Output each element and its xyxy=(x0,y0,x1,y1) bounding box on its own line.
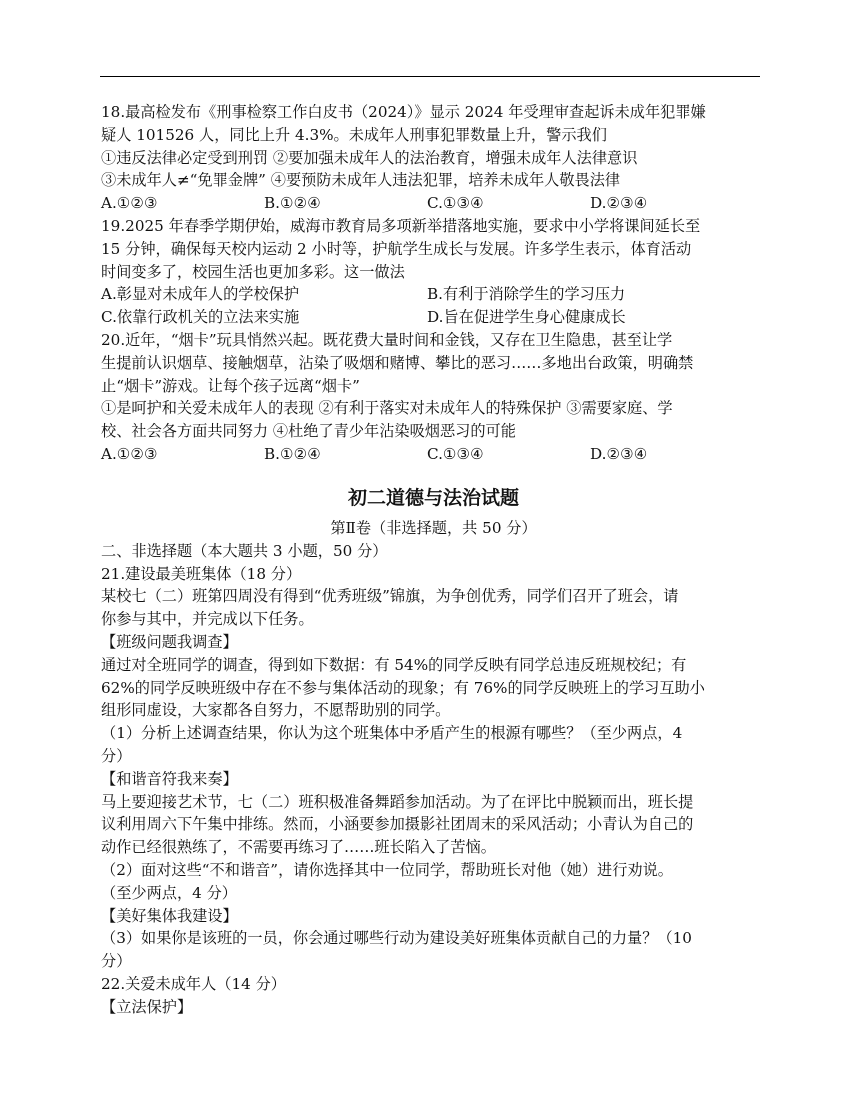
question-text-line: 止“烟卡”游戏。让每个孩子远离“烟卡” xyxy=(101,376,360,395)
option-a: A.①②③ xyxy=(101,444,158,463)
task-line: （1）分析上述调查结果，你认为这个班集体中矛盾产生的根源有哪些？（至少两点，4 xyxy=(101,724,683,743)
subsection-heading: 【美好集体我建设】 xyxy=(101,906,238,925)
subsection-heading: 【和谐音符我来奏】 xyxy=(101,769,238,788)
question-heading: 22.关爱未成年人（14 分） xyxy=(101,974,286,993)
section-subtitle: 第Ⅱ卷（非选择题，共 50 分） xyxy=(330,518,537,537)
answer-options xyxy=(101,306,766,329)
part-heading: 二、非选择题（本大题共 3 小题，50 分） xyxy=(101,541,388,560)
paragraph-line: 马上要迎接艺术节，七（二）班积极准备舞蹈参加活动。为了在评比中脱颖而出，班长提 xyxy=(101,792,694,811)
question-text-line: 18.最高检发布《刑事检察工作白皮书（2024）》显示 2024 年受理审查起诉未成年犯罪嫌 xyxy=(101,103,706,121)
task-line: （至少两点，4 分） xyxy=(101,883,237,902)
task-line: （3）如果你是该班的一员，你会通过哪些行动为建设美好班集体贡献自己的力量？（10 xyxy=(101,929,692,948)
question-text-line: 20.近年，“烟卡”玩具悄然兴起。既花费大量时间和金钱，又存在卫生隐患，甚至让学 xyxy=(101,330,673,349)
question-text-line: 时间变多了，校园生活也更加多彩。这一做法 xyxy=(101,262,405,281)
answer-options xyxy=(101,192,766,215)
option-d: D.②③④ xyxy=(590,444,648,463)
subsection-heading: 【立法保护】 xyxy=(101,997,193,1016)
question-20 xyxy=(101,329,766,466)
question-heading: 21.建设最美班集体（18 分） xyxy=(101,564,302,583)
option-a: A.①②③ xyxy=(101,194,158,213)
option-a: A.彰显对未成年人的学校保护 xyxy=(101,285,300,304)
exam-content xyxy=(101,101,766,1018)
paragraph-line: 动作已经很熟练了，不需要再练习了……班长陷入了苦恼。 xyxy=(101,838,496,857)
question-text-line: 15 分钟，确保每天校内运动 2 小时等，护航学生成长与发展。许多学生表示，体育活动 xyxy=(101,239,692,258)
answer-options xyxy=(101,443,766,466)
task-line: （2）面对这些“不和谐音”，请你选择其中一位同学，帮助班长对他（她）进行劝说。 xyxy=(101,860,673,879)
paragraph-line: 某校七（二）班第四周没有得到“优秀班级”锦旗，为争创优秀，同学们召开了班会，请 xyxy=(101,587,679,606)
option-d: D.②③④ xyxy=(590,194,648,213)
task-line: 分） xyxy=(101,746,132,765)
part-two xyxy=(101,540,766,1019)
option-c: C.依靠行政机关的立法来实施 xyxy=(101,308,300,327)
statement-line: ③未成年人≠“免罪金牌” ④要预防未成年人违法犯罪，培养未成年人敬畏法律 xyxy=(101,171,621,190)
section-title: 初二道德与法治试题 xyxy=(347,486,519,509)
statement-line: ①是呵护和关爱未成年人的表现 ②有利于落实对未成年人的特殊保护 ③需要家庭、学 xyxy=(101,399,673,418)
option-b: B.①②④ xyxy=(264,194,321,213)
option-c: C.①③④ xyxy=(427,444,484,463)
option-b: B.有利于消除学生的学习压力 xyxy=(427,285,626,304)
paragraph-line: 组形同虚设，大家都各自努力，不愿帮助别的同学。 xyxy=(101,701,451,720)
question-18 xyxy=(101,101,766,215)
option-c: C.①③④ xyxy=(427,194,484,213)
statement-line: 校、社会各方面共同努力 ④杜绝了青少年沾染吸烟恶习的可能 xyxy=(101,422,516,441)
paragraph-line: 议利用周六下午集中排练。然而，小涵要参加摄影社团周末的采风活动；小青认为自己的 xyxy=(101,815,694,834)
header-rule xyxy=(100,76,760,77)
subsection-heading: 【班级问题我调查】 xyxy=(101,632,238,651)
option-d: D.旨在促进学生身心健康成长 xyxy=(427,308,626,327)
question-19 xyxy=(101,215,766,329)
question-text-line: 生提前认识烟草、接触烟草，沾染了吸烟和赌博、攀比的恶习……多地出台政策，明确禁 xyxy=(101,353,694,372)
paragraph-line: 你参与其中，并完成以下任务。 xyxy=(101,610,314,629)
task-line: 分） xyxy=(101,952,132,971)
question-text-line: 19.2025 年春季学期伊始，威海市教育局多项新举措落地实施，要求中小学将课间延长至 xyxy=(101,216,701,235)
option-b: B.①②④ xyxy=(264,444,321,463)
paragraph-line: 通过对全班同学的调查，得到如下数据：有 54%的同学反映有同学总违反班规校纪；有 xyxy=(101,655,687,674)
answer-options xyxy=(101,283,766,306)
question-text-line: 疑人 101526 人，同比上升 4.3%。未成年人刑事犯罪数量上升，警示我们 xyxy=(101,125,607,144)
statement-line: ①违反法律必定受到刑罚 ②要加强未成年人的法治教育，增强未成年人法律意识 xyxy=(101,148,638,167)
paragraph-line: 62%的同学反映班级中存在不参与集体活动的现象；有 76%的同学反映班上的学习互助小 xyxy=(101,678,705,697)
